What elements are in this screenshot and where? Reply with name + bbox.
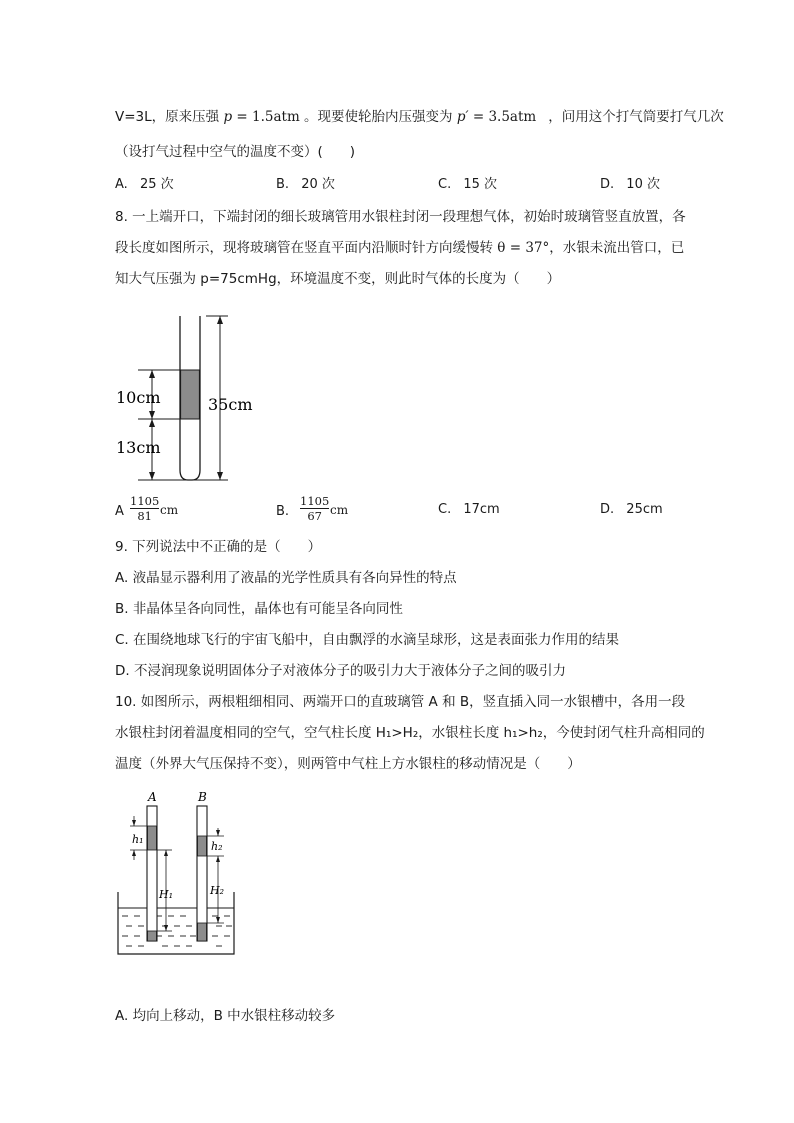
q9-option-a[interactable]: A. 液晶显示器利用了液晶的光学性质具有各向异性的特点 — [115, 570, 457, 586]
option-label: C. — [438, 502, 452, 517]
q8-label-35cm: 35cm — [208, 395, 253, 414]
option-label: D. — [600, 502, 615, 517]
q7-option-b[interactable] — [276, 175, 335, 195]
option-label: B. — [276, 177, 290, 192]
q8-line1: 8. 一上端开口，下端封闭的细长玻璃管用水银柱封闭一段理想气体，初始时玻璃管竖直放置，各 — [115, 209, 686, 225]
option-text: 25 次 — [139, 177, 174, 192]
option-text: 10 次 — [626, 177, 660, 192]
q8-tube-figure — [110, 310, 310, 490]
q7-option-a[interactable] — [115, 175, 174, 195]
q10-line3: 温度（外界大气压保持不变），则两管中气柱上方水银柱的移动情况是（ ） — [115, 756, 581, 772]
q7-option-d[interactable] — [600, 175, 660, 195]
q10-line2: 水银柱封闭着温度相同的空气，空气柱长度 H₁>H₂，水银柱长度 h₁>h₂，今使封闭气柱升高相同的 — [115, 725, 705, 741]
q7-line1 — [115, 107, 724, 127]
q10-tube-a-mercury — [148, 826, 157, 850]
option-label: C. — [438, 177, 452, 192]
q8-line2-b: ，水银未流出管口，已 — [549, 240, 685, 256]
q8-label-13cm: 13cm — [116, 438, 161, 457]
q10-label-h2: h₂ — [211, 840, 223, 853]
q7-pp-symbol: p′ — [456, 109, 469, 125]
q10-tubes-figure — [112, 786, 242, 961]
q8-option-a-label[interactable]: A — [115, 504, 124, 519]
fraction-denominator: 67 — [307, 509, 322, 523]
q10-label-H2: H₂ — [210, 884, 225, 897]
option-text: 17cm — [463, 502, 500, 517]
q7-line1-b: 。现要使轮胎内压强变为 — [299, 109, 457, 125]
q9-stem: 9. 下列说法中不正确的是（ ） — [115, 539, 322, 555]
q7-p-symbol: p — [223, 109, 233, 125]
q8-option-c[interactable] — [438, 500, 500, 520]
q8-option-a-unit: cm — [160, 503, 179, 517]
option-text: 20 次 — [301, 177, 335, 192]
q7-pp-value: = 3.5atm — [468, 109, 537, 125]
q10-line1: 10. 如图所示，两根粗细相同、两端开口的直玻璃管 A 和 B，竖直插入同一水银槽中，各用一段 — [115, 694, 686, 710]
q7-line1-c: ，问用这个打气筒要打气几次 — [548, 109, 724, 125]
fraction-numerator: 1105 — [130, 494, 160, 508]
q8-option-a-fraction[interactable] — [130, 494, 159, 523]
q8-mercury-column — [181, 370, 200, 419]
q7-option-c[interactable] — [438, 175, 497, 195]
fraction-denominator: 81 — [137, 509, 152, 523]
q10-liquid-pattern — [122, 916, 232, 946]
q8-line2-a: 段长度如图所示，现将玻璃管在竖直平面内沿顺时针方向缓慢转 — [115, 240, 498, 256]
q10-label-a: A — [148, 790, 157, 804]
q9-option-b[interactable]: B. 非晶体呈各向同性，晶体也有可能呈各向同性 — [115, 601, 403, 617]
q8-line2 — [115, 238, 684, 258]
fraction-numerator: 1105 — [300, 494, 330, 508]
q8-label-10cm: 10cm — [116, 388, 161, 407]
option-label: A. — [115, 177, 128, 192]
q7-line2: （设打气过程中空气的温度不变）( ) — [115, 144, 356, 160]
q8-theta: θ = 37° — [497, 240, 550, 256]
q10-tube-b-mercury — [198, 836, 207, 856]
q8-option-b-unit: cm — [330, 503, 349, 517]
q8-option-b-label[interactable]: B. — [276, 504, 290, 519]
q7-line1-a: V=3L，原来压强 — [115, 109, 224, 125]
q10-label-H1: H₁ — [159, 888, 174, 901]
q9-option-c[interactable]: C. 在围绕地球飞行的宇宙飞船中，自由飘浮的水滴呈球形，这是表面张力作用的结果 — [115, 632, 620, 648]
option-text: 15 次 — [463, 177, 498, 192]
q10-label-h1: h₁ — [132, 833, 144, 846]
q8-line3: 知大气压强为 p=75cmHg，环境温度不变，则此时气体的长度为（ ） — [115, 271, 561, 287]
q8-option-d[interactable] — [600, 500, 663, 520]
q8-option-b-fraction[interactable] — [300, 494, 329, 523]
q10-label-b: B — [198, 790, 207, 804]
q9-option-d[interactable]: D. 不浸润现象说明固体分子对液体分子的吸引力大于液体分子之间的吸引力 — [115, 663, 566, 679]
q10-tube-b — [197, 806, 207, 941]
q7-p-value: = 1.5atm — [232, 109, 300, 125]
option-label: D. — [600, 177, 615, 192]
option-text: 25cm — [626, 502, 663, 517]
q10-option-a[interactable]: A. 均向上移动，B 中水银柱移动较多 — [115, 1008, 336, 1024]
